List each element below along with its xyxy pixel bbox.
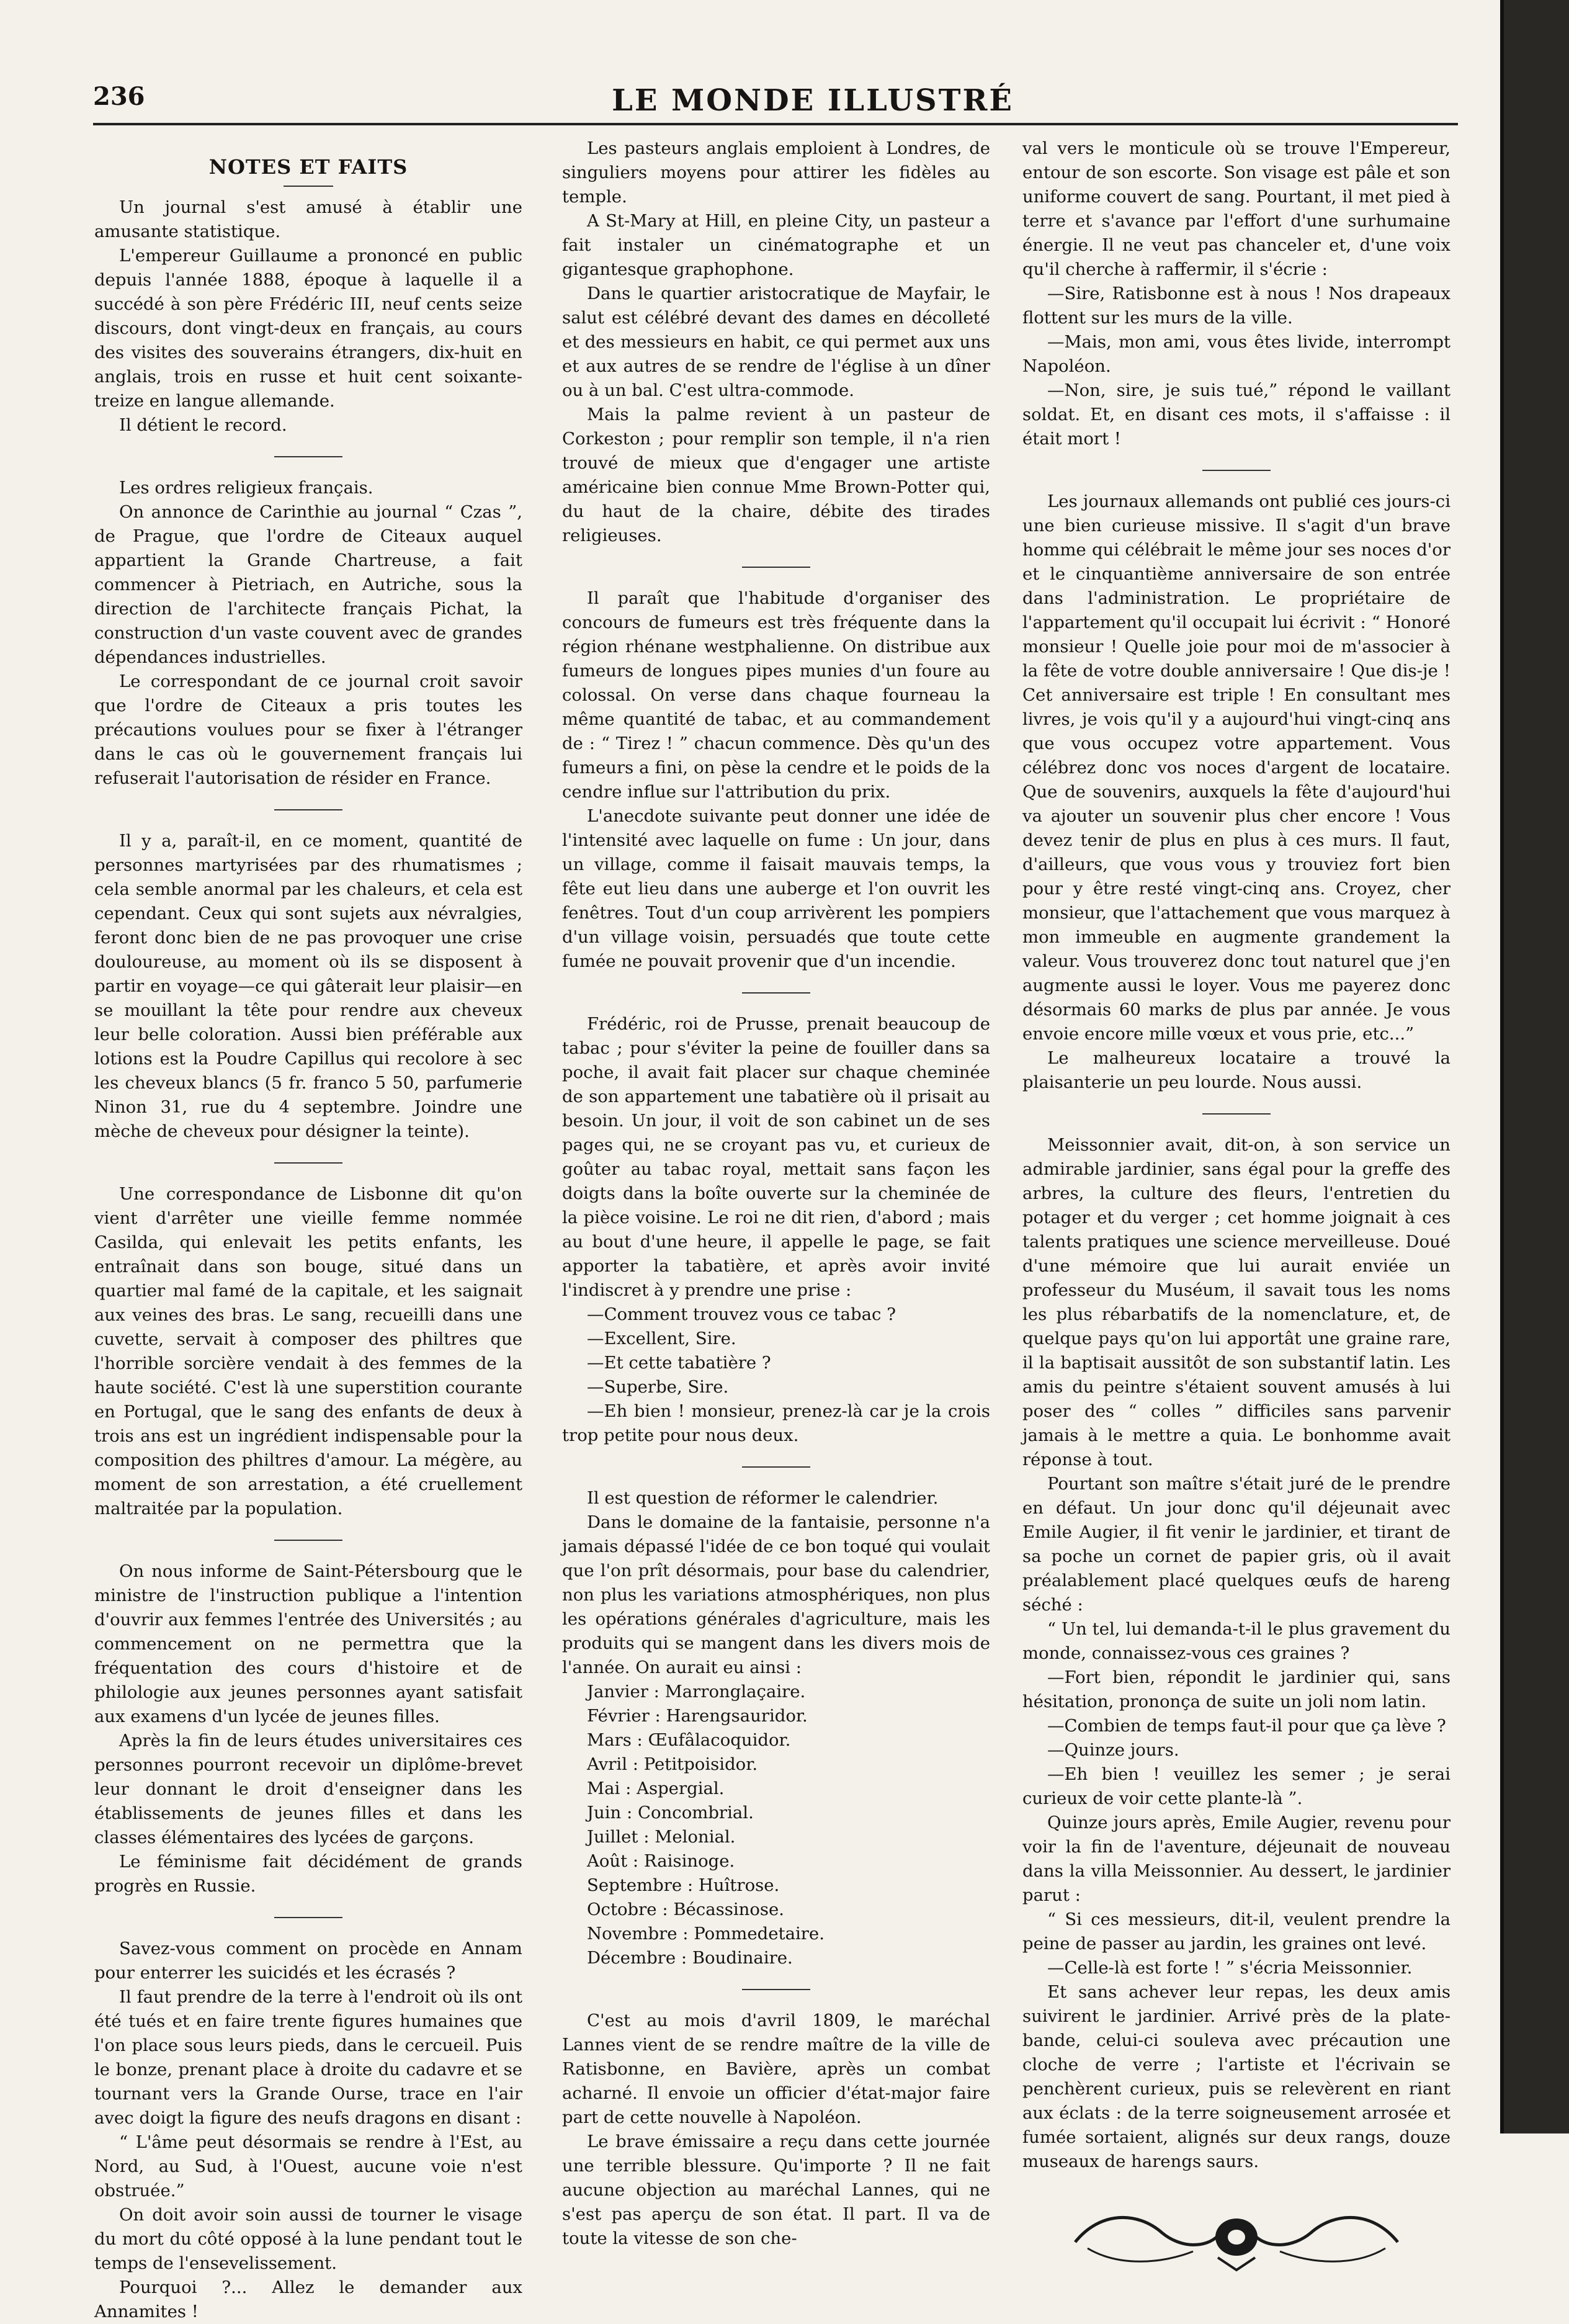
calendar-item: Novembre : Pommedetaire. <box>587 1924 825 1944</box>
column-2 <box>562 137 990 2251</box>
paragraph: Il paraît que l'habitude d'organiser des concours de fumeurs est très fréquente dans la région rhénane westphalienne. On distribue aux fumeurs de longues pipes munies d'un foure au colossal. On verse dans chaque fourneau la même quantité de tabac, et au commandement de : “ Tirez ! ” chacun commence. Dès qu'un des fumeurs a fini, on pèse la cendre et le poids de la cendre influe sur l'attribution du prix. <box>562 588 990 802</box>
dialogue-line: —Sire, Ratisbonne est à nous ! Nos drapeaux flottent sur les murs de la ville. <box>1022 284 1451 328</box>
paragraph: L'empereur Guillaume a prononcé en public depuis l'année 1888, époque à laquelle il a succédé à son père Frédéric III, neuf cents seize discours, dont vingt-deux en français, au cours des visites des souverains étrangers, dix-huit en anglais, trois en russe et huit cent soixante-treize en langue allemande. <box>94 246 522 411</box>
separator <box>742 992 810 994</box>
paragraph: Frédéric, roi de Prusse, prenait beaucoup de tabac ; pour s'éviter la peine de fouiller dans sa poche, il avait fait placer sur chaque cheminée de son appartement une tabatière où il prisait au besoin. Un jour, il voit de son cabinet un de ses pages qui, ne se croyant pas vu, et curieux de goûter au tabac royal, mettait sans façon les doigts dans la boîte ouverte sur la cheminée de la pièce voisine. Le roi ne dit rien, d'abord ; mais au bout d'une heure, il appelle le page, se fait apporter la tabatière, et après avoir invité l'indiscret à y prendre une prise : <box>562 1014 990 1300</box>
separator <box>274 456 342 457</box>
paragraph: val vers le monticule où se trouve l'Empereur, entour de son escorte. Son visage est pâle et son uniforme couvert de sang. Pourtant, il met pied à terre et s'avance par l'effort d'une surhumaine énergie. Il ne veut pas chanceler et, d'une voix qu'il cherche à raffermir, il s'écrie : <box>1022 138 1451 279</box>
calendar-item: Avril : Petitpoisidor. <box>587 1754 758 1774</box>
paragraph: “ L'âme peut désormais se rendre à l'Est, au Nord, au Sud, à l'Ouest, aucune voie n'est obstruée.” <box>94 2132 522 2201</box>
paragraph: Après la fin de leurs études universitaires ces personnes pourront recevoir un diplôme-brevet leur donnant le droit d'enseigner dans les établissements de jeunes filles et dans les classes élémentaires des lycées de garçons. <box>94 1731 522 1847</box>
calendar-item: Janvier : Marronglaçaire. <box>587 1682 806 1702</box>
paragraph: Il y a, paraît-il, en ce moment, quantité de personnes martyrisées par des rhumatismes ; cela semble anormal par les chaleurs, et cela est cependant. Ceux qui sont sujets aux névralgies, feront donc bien de ne pas provoquer une crise douloureuse, au moment où ils se disposent à partir en voyage—ce qui gâterait leur plaisir—en se mouillant la tête pour rendre aux cheveux leur belle coloration. Aussi bien préférable aux lotions est la Poudre Capillus qui recolore à sec les cheveux blancs (5 fr. franco 5 50, parfumerie Ninon 31, rue du 4 septembre. Joindre une mèche de cheveux pour désigner la teinte). <box>94 831 522 1141</box>
paragraph: Un journal s'est amusé à établir une amusante statistique. <box>94 197 522 241</box>
calendar-item: Août : Raisinoge. <box>587 1851 735 1871</box>
paragraph: Quinze jours après, Emile Augier, revenu pour voir la fin de l'aventure, déjeunait de nouveau dans la villa Meissonnier. Au dessert, le jardinier parut : <box>1022 1813 1451 1905</box>
dialogue-line: —Mais, mon ami, vous êtes livide, interrompt Napoléon. <box>1022 332 1451 376</box>
calendar-item: Juin : Concombrial. <box>587 1803 754 1823</box>
paragraph: Meissonnier avait, dit-on, à son service un admirable jardinier, sans égal pour la greffe des arbres, la culture des fleurs, l'entretien du potager et du verger ; cet homme joignait à ces talents pratiques une science merveilleuse. Doué d'une mémoire que lui aurait enviée un professeur du Muséum, il savait tous les noms les plus rébarbatifs de la nomenclature, et, de quelque pays qu'on lui apportât une graine rare, il la baptisait aussitôt de son substantif latin. Les amis du peintre s'étaient souvent amusés à lui poser des “ colles ” difficiles sans parvenir jamais à le mettre a quia. Le bonhomme avait réponse à tout. <box>1022 1135 1451 1469</box>
calendar-item: Mai : Aspergial. <box>587 1779 725 1798</box>
column-3 <box>1022 137 1451 2273</box>
paragraph: Le féminisme fait décidément de grands progrès en Russie. <box>94 1852 522 1896</box>
paragraph: Il est question de réformer le calendrier. <box>587 1488 939 1508</box>
calendar-item: Septembre : Huîtrose. <box>587 1875 780 1895</box>
dialogue-line: —Comment trouvez vous ce tabac ? <box>587 1304 896 1324</box>
paragraph: Et sans achever leur repas, les deux amis suivirent le jardinier. Arrivé près de la plate-bande, celui-ci souleva avec précaution une cloche de verre ; l'artiste et l'écrivain se penchèrent curieux, puis se relevèrent en riant aux éclats : de la terre soigneusement arrosée et fumée sortaient, alignés sur deux rangs, douze museaux de harengs saurs. <box>1022 1982 1451 2171</box>
dialogue-line: —Et cette tabatière ? <box>587 1353 771 1373</box>
ornament-flourish-icon <box>1063 2199 1410 2273</box>
separator <box>1202 470 1271 471</box>
dialogue-line: —Quinze jours. <box>1047 1740 1179 1760</box>
paragraph: Mais la palme revient à un pasteur de Corkeston ; pour remplir son temple, il n'a rien trouvé de mieux que d'engager une artiste américaine bien connue Mme Brown-Potter qui, du haut de la chaire, débite des tirades religieuses. <box>562 405 990 545</box>
dialogue-line: —Fort bien, répondit le jardinier qui, sans hésitation, prononça de suite un joli nom latin. <box>1022 1667 1451 1712</box>
separator <box>274 1917 342 1918</box>
paragraph: Pourtant son maître s'était juré de le prendre en défaut. Un jour donc qu'il déjeunait avec Emile Augier, il fit venir le jardinier, et tirant de sa poche un cornet de papier gris, où il avait préalablement placé quelques œufs de hareng séché : <box>1022 1474 1451 1615</box>
header-rule <box>93 123 1458 125</box>
separator <box>742 1466 810 1468</box>
dialogue-line: —Eh bien ! monsieur, prenez-là car je la crois trop petite pour nous deux. <box>562 1401 990 1445</box>
paragraph: Dans le quartier aristocratique de Mayfair, le salut est célébré devant des dames en décolleté et des messieurs en habit, ce qui permet aux uns et aux autres de se rendre de l'église à un dîner ou à un bal. C'est ultra-commode. <box>562 284 990 400</box>
paragraph: Il détient le record. <box>119 415 287 435</box>
paragraph: Le brave émissaire a reçu dans cette journée une terrible blessure. Qu'importe ? Il ne fait aucune objection au maréchal Lannes, qui ne s'est pas aperçu de son état. Il part. Il va de toute la vitesse de son che- <box>562 2132 990 2248</box>
paragraph: L'anecdote suivante peut donner une idée de l'intensité avec laquelle on fume : Un jour, dans un village, comme il faisait mauvais temps, la fête eut lieu dans une auberge et l'on ouvrit les fenêtres. Tout d'un coup arrivèrent les pompiers d'un village voisin, persuadés que toute cette fumée ne pouvait provenir que d'un incendie. <box>562 806 990 971</box>
dialogue-line: —Celle-là est forte ! ” s'écria Meissonnier. <box>1047 1958 1413 1978</box>
calendar-list <box>562 1680 990 1970</box>
column-1 <box>94 137 522 2324</box>
paragraph: Il faut prendre de la terre à l'endroit où ils ont été tués et en faire trente figures humaines que l'on place sous leurs pieds, dans le cercueil. Puis le bonze, prenant place à droite du cadavre et se tournant vers la Grande Ourse, trace en l'air avec doigt la figure des neufs dragons en disant : <box>94 1987 522 2128</box>
paragraph: Les journaux allemands ont publié ces jours-ci une bien curieuse missive. Il s'agit d'un brave homme qui célébrait le même jour ses noces d'or et le cinquantième anniversaire de son entrée dans l'administration. Le propriétaire de l'appartement qu'il occupait lui écrivit : “ Honoré monsieur ! Quelle joie pour moi de m'associer à la fête de votre double anniversaire ! Que dis-je ! Cet anniversaire est triple ! En consultant mes livres, je vois qu'il y a aujourd'hui vingt-cinq ans que vous occupez votre appartement. Vous célébrez donc vos noces d'argent de locataire. Que de souvenirs, auxquels la fête d'aujourd'hui va ajouter un souvenir plus cher encore ! Vous devez tenir de plus en plus à ces murs. Il faut, d'ailleurs, que vous vous y trouviez fort bien pour y être resté vingt-cinq ans. Croyez, cher monsieur, que l'attachement que vous marquez à mon immeuble en augmente grandement la valeur. Vous trouverez donc tout naturel que j'en augmente aussi le loyer. Vous me payerez donc désormais 60 marks de plus par année. Je vous envoie encore mille vœux et vous prie, etc...” <box>1022 491 1451 1044</box>
calendar-item: Octobre : Bécassinose. <box>587 1900 785 1919</box>
dialogue-line: “ Un tel, lui demanda-t-il le plus gravement du monde, connaissez-vous ces graines ? <box>1022 1619 1451 1663</box>
dialogue-line: —Excellent, Sire. <box>587 1329 736 1348</box>
separator <box>274 809 342 810</box>
page-number: 236 <box>93 82 145 111</box>
dialogue-line: —Non, sire, je suis tué,” répond le vaillant soldat. Et, en disant ces mots, il s'affaisse : il était mort ! <box>1022 380 1451 449</box>
calendar-item: Février : Harengsauridor. <box>587 1706 808 1726</box>
section-title: NOTES ET FAITS <box>208 155 408 179</box>
paragraph: Pourquoi ?... Allez le demander aux Annamites ! <box>94 2277 522 2322</box>
paragraph: C'est au mois d'avril 1809, le maréchal Lannes vient de se rendre maître de la ville de Ratisbonne, en Bavière, après un combat acharné. Il envoie un officier d'état-major faire part de cette nouvelle à Napoléon. <box>562 2011 990 2127</box>
calendar-item: Mars : Œufâlacoquidor. <box>587 1730 791 1750</box>
paragraph: Les ordres religieux français. <box>119 478 373 498</box>
paragraph: Dans le domaine de la fantaisie, personne n'a jamais dépassé l'idée de ce bon toqué qui voulait que l'on prît désormais, pour base du calendrier, non plus les variations atmosphériques, non plus les opérations générales d'agriculture, mais les produits qui se mangent dans les divers mois de l'année. On aurait eu ainsi : <box>562 1512 990 1677</box>
paragraph: Savez-vous comment on procède en Annam pour enterrer les suicidés et les écrasés ? <box>94 1939 522 1983</box>
separator <box>274 1540 342 1541</box>
dialogue-line: “ Si ces messieurs, dit-il, veulent prendre la peine de passer au jardin, les graines ont levé. <box>1022 1909 1451 1954</box>
paragraph: On doit avoir soin aussi de tourner le visage du mort du côté opposé à la lune pendant tout le temps de l'ensevelissement. <box>94 2205 522 2273</box>
paragraph: Le malheureux locataire a trouvé la plaisanterie un peu lourde. Nous aussi. <box>1022 1048 1451 1092</box>
paragraph: Les pasteurs anglais emploient à Londres, de singuliers moyens pour attirer les fidèles au temple. <box>562 138 990 207</box>
binding-shadow <box>1500 0 1504 2133</box>
paragraph: A St-Mary at Hill, en pleine City, un pasteur a fait instaler un cinématographe et un gigantesque graphophone. <box>562 211 990 279</box>
adjacent-page-edge <box>1500 0 1569 2133</box>
dialogue-line: —Superbe, Sire. <box>587 1377 729 1397</box>
paragraph: Le correspondant de ce journal croit savoir que l'ordre de Citeaux a pris toutes les précautions voulues pour se fixer à l'étranger dans le cas où le gouvernement français lui refuserait l'autorisation de résider en France. <box>94 671 522 788</box>
dialogue-line: —Eh bien ! veuillez les semer ; je serai curieux de voir cette plante-là ”. <box>1022 1764 1451 1808</box>
separator <box>742 1989 810 1990</box>
calendar-item: Décembre : Boudinaire. <box>587 1948 793 1968</box>
paragraph: Une correspondance de Lisbonne dit qu'on vient d'arrêter une vieille femme nommée Casilda, qui enlevait les petits enfants, les entraînait dans son bouge, situé dans un quartier mal famé de la capitale, et les saignait aux veines des bras. Le sang, recueilli dans une cuvette, servait à composer des philtres que l'horrible sorcière vendait à des femmes de la haute société. C'est là une superstition courante en Portugal, que le sang des enfants de deux à trois ans est un ingrédient indispensable pour la composition des philtres d'amour. La mégère, au moment de son arrestation, a été cruellement maltraitée par la population. <box>94 1184 522 1519</box>
dialogue-line: —Combien de temps faut-il pour que ça lève ? <box>1047 1716 1446 1736</box>
title-rule <box>284 186 333 187</box>
paragraph: On nous informe de Saint-Pétersbourg que le ministre de l'instruction publique a l'intention d'ouvrir aux femmes l'entrée des Universités ; au commencement on ne permettra que la fréquentation des cours d'histoire et de philologie aux jeunes personnes ayant satisfait aux examens d'un lycée de jeunes filles. <box>94 1561 522 1726</box>
paragraph: On annonce de Carinthie au journal “ Czas ”, de Prague, que l'ordre de Citeaux auquel appartient la Grande Chartreuse, a fait commencer à Pietriach, en Autriche, sous la direction de l'architecte français Pichat, la construction d'un vaste couvent avec de grandes dépendances industrielles. <box>94 502 522 667</box>
calendar-item: Juillet : Melonial. <box>587 1827 736 1847</box>
masthead: LE MONDE ILLUSTRÉ <box>612 83 1014 118</box>
separator <box>1202 1113 1271 1115</box>
separator <box>742 567 810 568</box>
separator <box>274 1162 342 1164</box>
